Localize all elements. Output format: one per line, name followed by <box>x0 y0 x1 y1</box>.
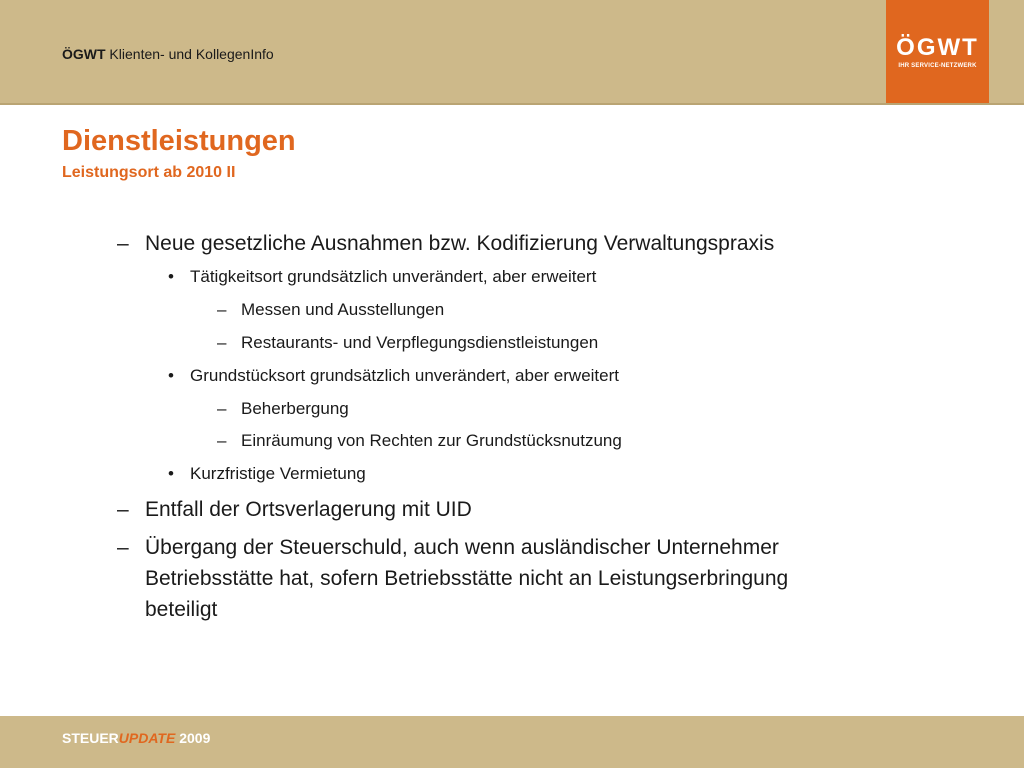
bullet-text: Grundstücksort grundsätzlich unverändert, aber erweitert <box>190 366 619 385</box>
footer-label <box>62 730 210 746</box>
logo-tagline: IHR SERVICE-NETZWERK <box>898 63 977 69</box>
bullet-text: Entfall der Ortsverlagerung mit UID <box>145 498 472 521</box>
dash-marker: – <box>117 536 129 559</box>
bullet-text: Neue gesetzliche Ausnahmen bzw. Kodifizierung Verwaltungspraxis <box>145 232 775 255</box>
slide-title: Dienstleistungen <box>62 125 296 157</box>
dot-marker: • <box>168 267 174 286</box>
dash-marker: – <box>217 333 227 352</box>
dash-marker: – <box>217 431 227 450</box>
bullet-level1 <box>117 532 957 627</box>
bullet-text: Einräumung von Rechten zur Grundstücksnutzung <box>241 431 622 450</box>
bullet-text-line: beteiligt <box>145 598 218 621</box>
bullet-text: Restaurants- und Verpflegungsdienstleistungen <box>241 333 599 352</box>
bullet-text-line: Übergang der Steuerschuld, auch wenn ausländischer Unternehmer <box>145 536 779 559</box>
header-subtitle: Klienten- und KollegenInfo <box>105 46 274 62</box>
dash-marker: – <box>217 399 227 418</box>
bullet-text: Messen und Ausstellungen <box>241 300 445 319</box>
bullet-text: Beherbergung <box>241 399 349 418</box>
footer-update: UPDATE <box>118 730 176 746</box>
dash-marker: – <box>217 300 227 319</box>
logo-wordmark: ÖGWT <box>896 34 979 61</box>
footer-year: 2009 <box>175 730 211 746</box>
footer-steuer: STEUER <box>62 730 119 746</box>
slide-subtitle: Leistungsort ab 2010 II <box>62 164 236 181</box>
dash-marker: – <box>117 498 129 521</box>
bullet-text-line: Betriebsstätte hat, sofern Betriebsstätte nicht an Leistungserbringung <box>145 567 789 590</box>
header-brand: ÖGWT <box>62 46 106 62</box>
dash-marker: – <box>117 232 129 255</box>
dot-marker: • <box>168 366 174 385</box>
bullet-text: Tätigkeitsort grundsätzlich unverändert, aber erweitert <box>190 267 597 286</box>
dot-marker: • <box>168 464 174 483</box>
bullet-text: Kurzfristige Vermietung <box>190 464 366 483</box>
